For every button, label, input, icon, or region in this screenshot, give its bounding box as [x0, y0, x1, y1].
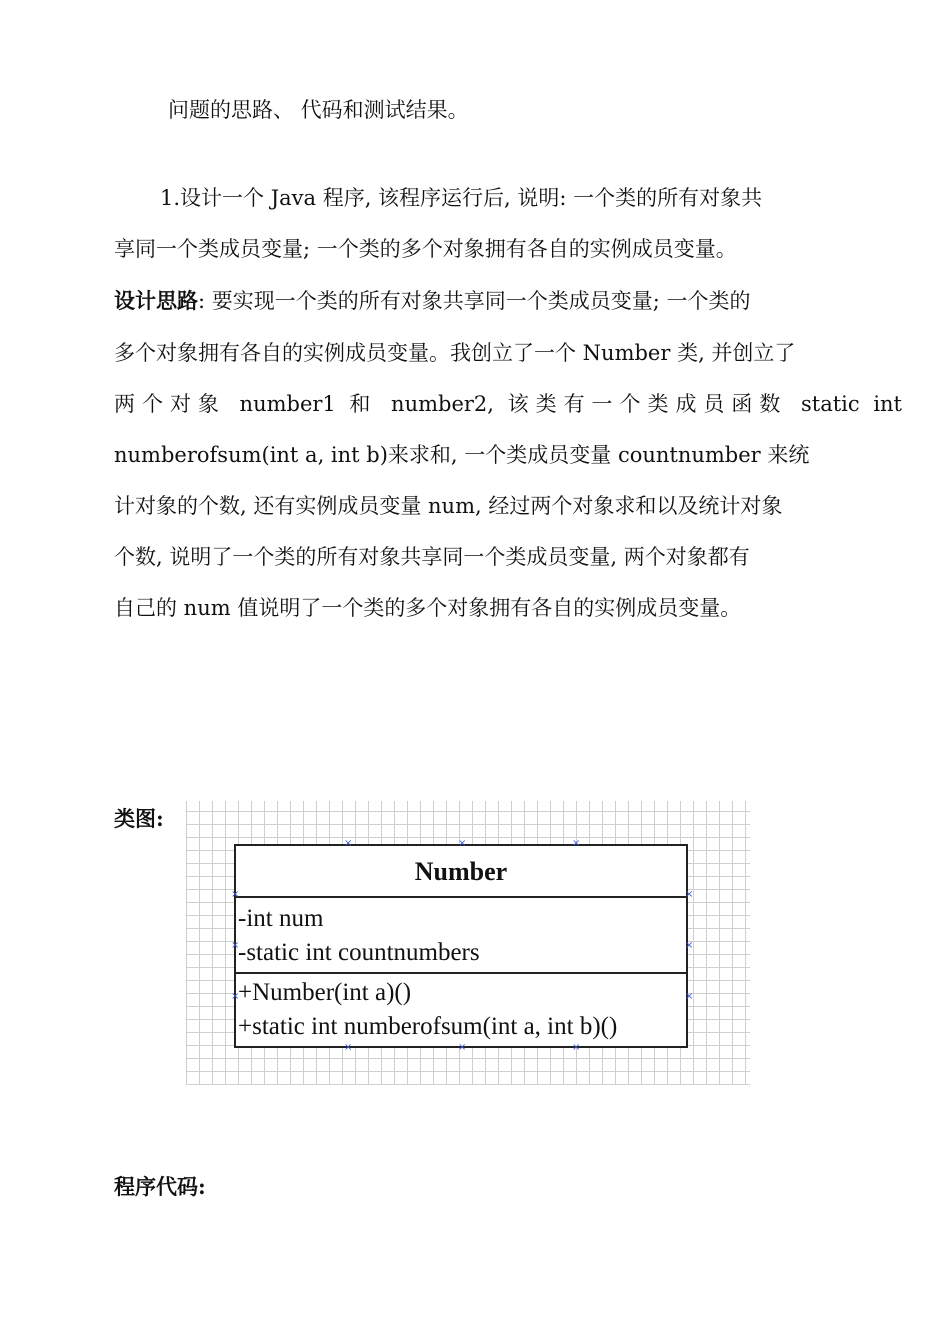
design-line-3: 两个对象 number1 和 number2, 该类有一个类成员函数 static int — [114, 392, 902, 416]
uml-attributes — [236, 898, 686, 974]
design-line-2: 多个对象拥有各自的实例成员变量。我创立了一个 Number 类, 并创立了 — [114, 341, 796, 365]
code-section-label: 程序代码: — [114, 1174, 206, 1199]
design-line-6: 个数, 说明了一个类的所有对象共享同一个类成员变量, 两个对象都有 — [114, 545, 750, 569]
task-line-2: 享同一个类成员变量; 一个类的多个对象拥有各自的实例成员变量。 — [114, 237, 737, 261]
class-diagram-canvas — [186, 801, 750, 1085]
x-mark-icon[interactable]: × — [231, 889, 240, 900]
uml-operations — [236, 974, 686, 1046]
uml-attribute: -int num — [238, 905, 324, 932]
design-label: 设计思路 — [114, 288, 198, 313]
uml-operation: +Number(int a)() — [238, 979, 412, 1006]
uml-class-name: Number — [236, 846, 686, 898]
design-line-1 — [114, 286, 902, 316]
class-diagram-label: 类图: — [114, 806, 164, 831]
design-line-7: 自己的 num 值说明了一个类的多个对象拥有各自的实例成员变量。 — [114, 596, 742, 620]
x-mark-icon[interactable]: × — [685, 889, 694, 900]
design-line-4: numberofsum(int a, int b)来求和, 一个类成员变量 countnumber 来统 — [114, 443, 810, 467]
x-mark-icon[interactable]: × — [231, 940, 240, 951]
design-line-5: 计对象的个数, 还有实例成员变量 num, 经过两个对象求和以及统计对象 — [114, 494, 783, 518]
x-mark-icon[interactable]: × — [458, 1042, 467, 1053]
uml-operation: +static int numberofsum(int a, int b)() — [238, 1013, 618, 1040]
uml-class-box[interactable] — [234, 844, 688, 1048]
x-mark-icon[interactable]: × — [231, 991, 240, 1002]
task-line-1: 1.设计一个 Java 程序, 该程序运行后, 说明: 一个类的所有对象共 — [160, 186, 763, 210]
x-mark-icon[interactable]: × — [344, 1042, 353, 1053]
x-mark-icon[interactable]: × — [685, 991, 694, 1002]
x-mark-icon[interactable]: × — [572, 1042, 581, 1053]
design-line-1-text: : 要实现一个类的所有对象共享同一个类成员变量; 一个类的 — [198, 289, 751, 313]
x-mark-icon[interactable]: × — [685, 940, 694, 951]
intro-line: 问题的思路、 代码和测试结果。 — [168, 98, 469, 122]
x-mark-icon[interactable]: × — [572, 838, 581, 849]
uml-attribute: -static int countnumbers — [238, 939, 480, 966]
x-mark-icon[interactable]: × — [458, 838, 467, 849]
x-mark-icon[interactable]: × — [344, 838, 353, 849]
